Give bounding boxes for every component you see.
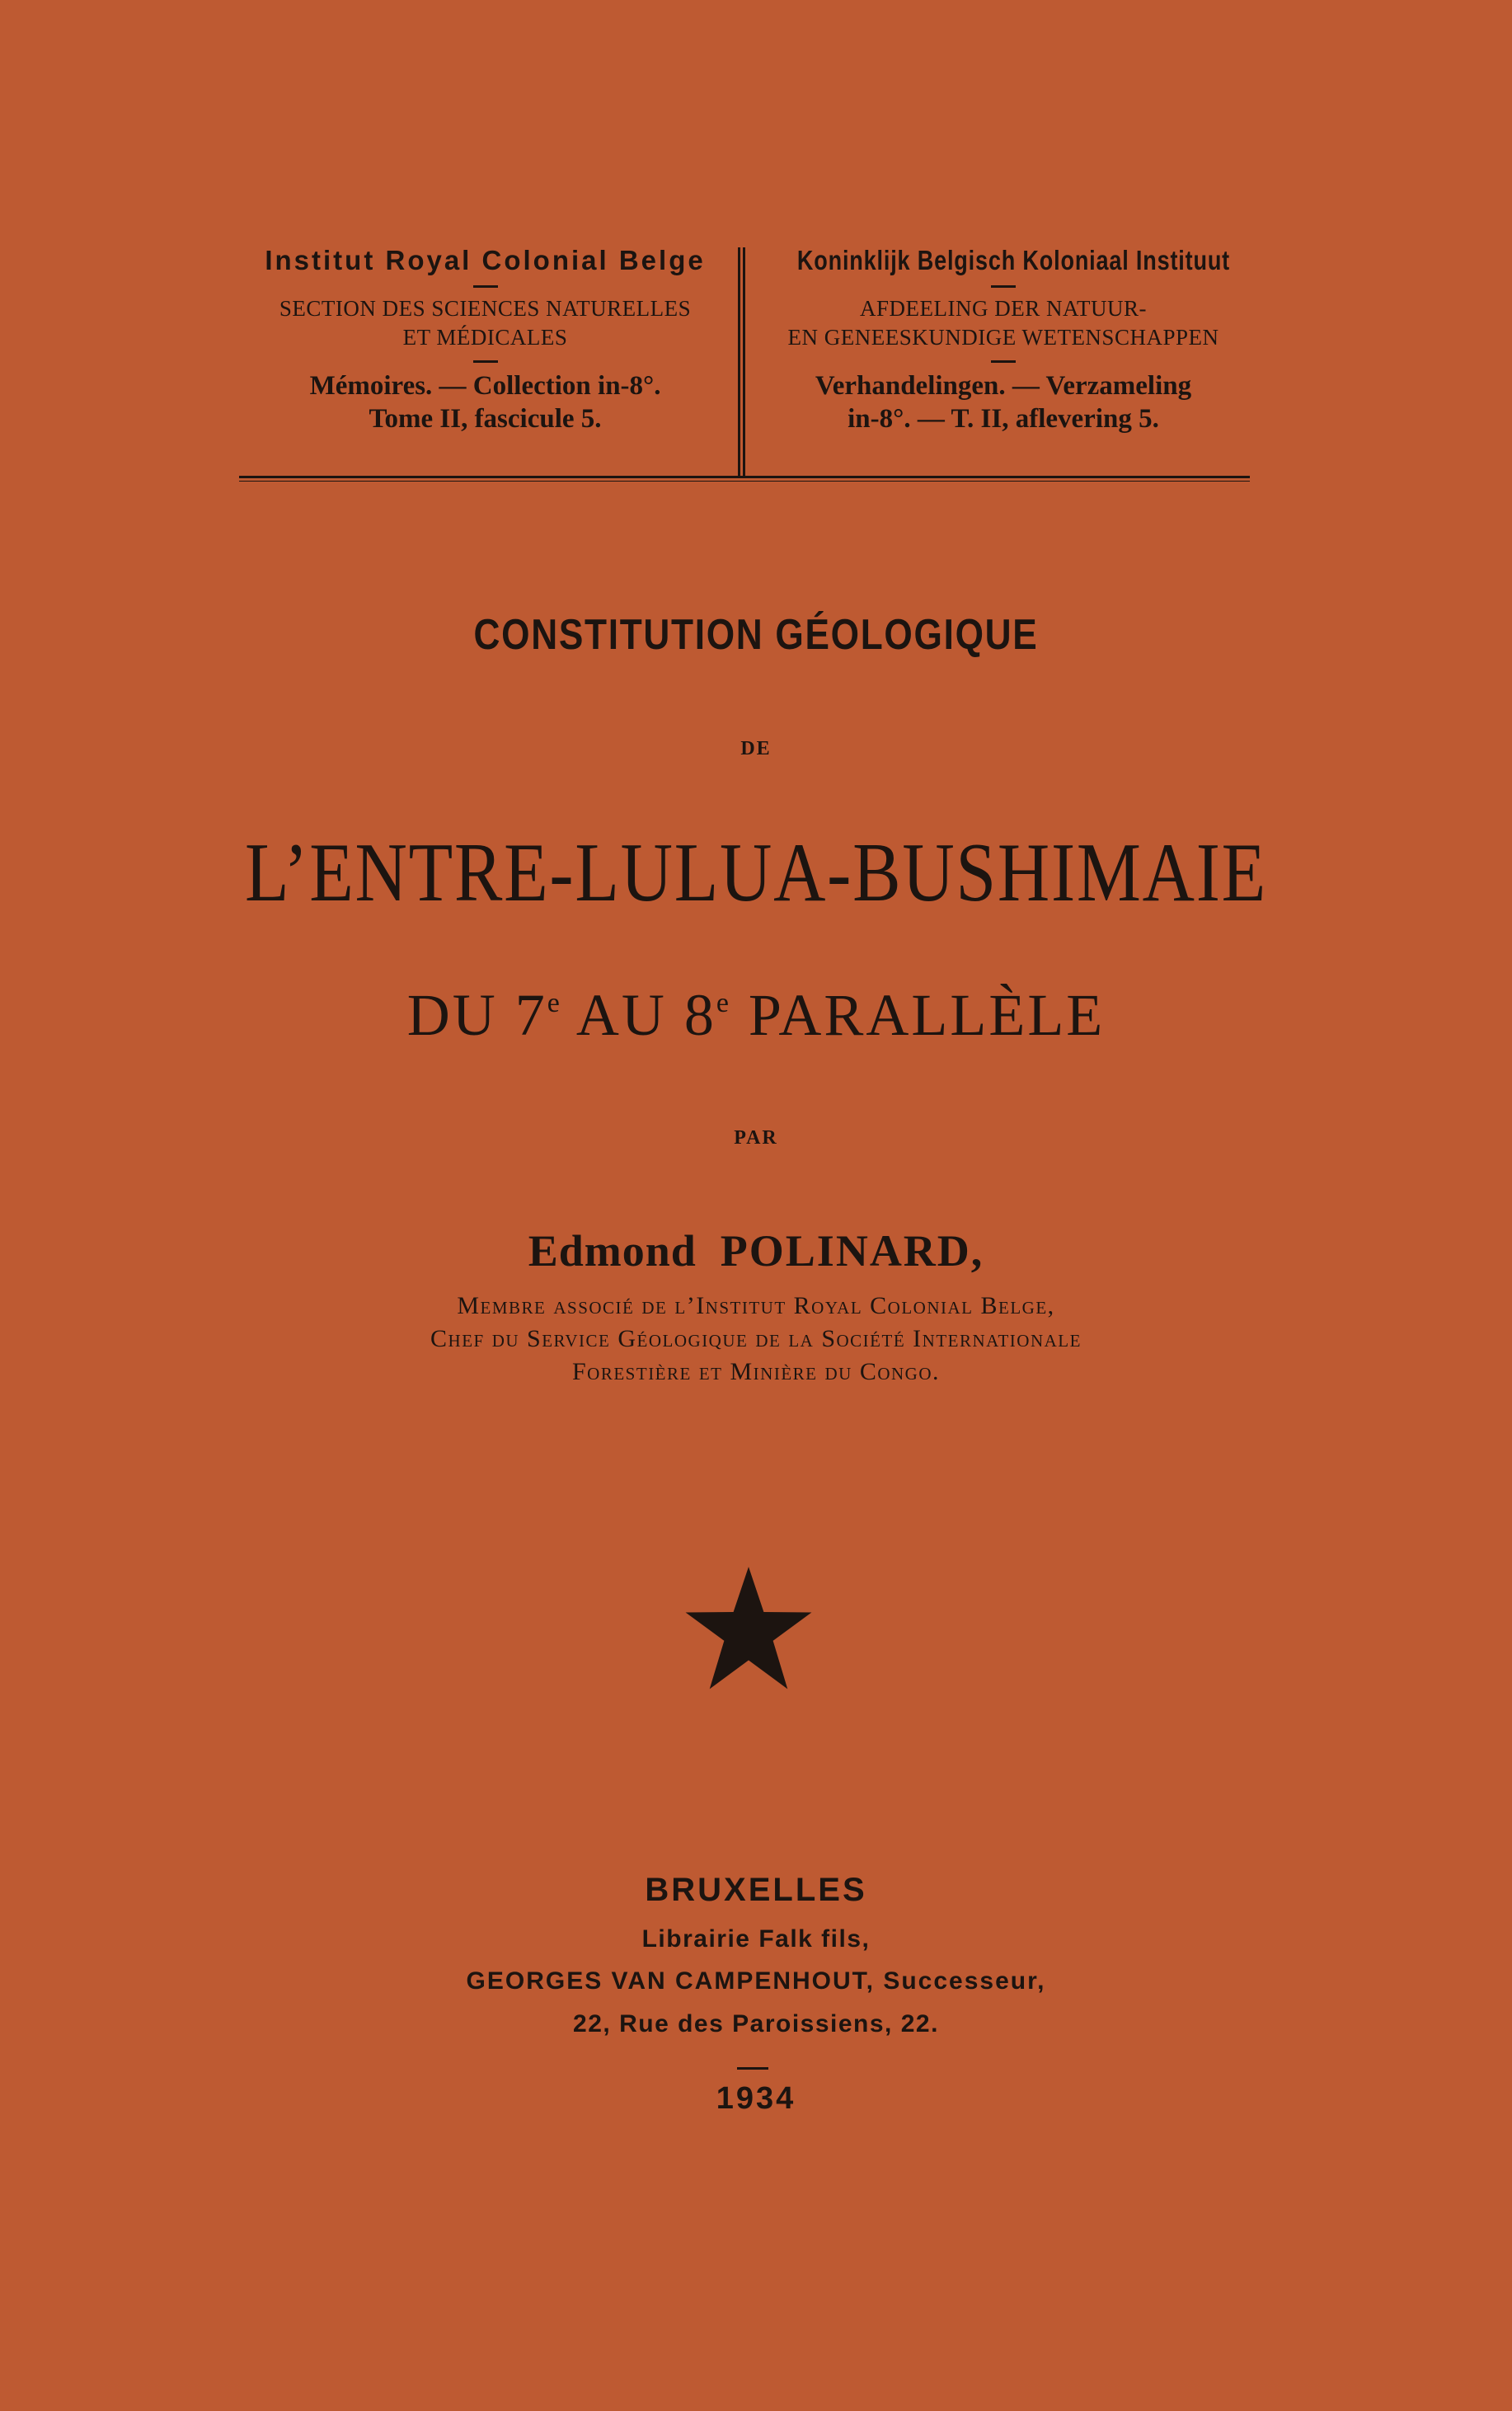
author-name [0, 1225, 1512, 1276]
header-rule [239, 476, 1250, 478]
header-dash [473, 285, 498, 288]
publication-year: 1934 [716, 2081, 796, 2116]
institution-name-fr: Institut Royal Colonial Belge [265, 245, 706, 275]
title-connector: DE [740, 738, 772, 759]
header-dash [473, 360, 498, 363]
author-surname: POLINARD, [720, 1226, 984, 1276]
section-line: SECTION DES SCIENCES NATURELLES [279, 296, 692, 321]
section-line: ET MÉDICALES [402, 325, 568, 350]
header-divider [738, 247, 745, 477]
title-line-3 [0, 981, 1512, 1050]
header-french [239, 244, 738, 483]
series-line: Verhandelingen. — Verzameling [815, 371, 1192, 401]
title-line-3-suffix: PARALLÈLE [730, 982, 1106, 1048]
ordinal-suffix: e [547, 988, 562, 1018]
section-line: EN GENEESKUNDIGE WETENSCHAPPEN [787, 325, 1219, 350]
series-header [239, 244, 1255, 483]
title-line-2: L’ENTRE-LULUA-BUSHIMAIE [245, 826, 1267, 919]
star-icon [684, 1567, 813, 1690]
affiliation-line: Membre associé de l’Institut Royal Colonial Belge, [457, 1292, 1055, 1319]
header-dash [991, 285, 1016, 288]
affiliation-line: Forestière et Minière du Congo. [572, 1358, 940, 1385]
title-line-3-middle: AU 8 [561, 982, 716, 1048]
header-dash [991, 360, 1016, 363]
publisher-role: Successeur, [875, 1967, 1046, 1995]
title-line-1: CONSTITUTION GÉOLOGIQUE [473, 611, 1039, 659]
series-line: Tome II, fascicule 5. [369, 404, 602, 434]
byline-par: PAR [734, 1127, 778, 1149]
ordinal-suffix: e [716, 988, 731, 1018]
author-affiliation [0, 1290, 1512, 1389]
series-line: in-8°. — T. II, aflevering 5. [848, 404, 1159, 434]
publisher-name: GEORGES VAN CAMPENHOUT, [466, 1967, 876, 1995]
section-line: AFDEELING DER NATUUR- [860, 296, 1147, 321]
publisher-dash [737, 2067, 768, 2070]
affiliation-line: Chef du Service Géologique de la Société Internationale [430, 1325, 1082, 1352]
publisher-line: Librairie Falk fils, [641, 1925, 871, 1953]
publisher-successor [0, 1967, 1512, 1995]
header-rule-thin [239, 481, 1250, 482]
institution-name-nl: Koninklijk Belgisch Koloniaal Instituut [796, 245, 1231, 275]
title-line-3-prefix: DU 7 [406, 982, 547, 1048]
header-dutch [745, 244, 1255, 483]
series-line: Mémoires. — Collection in-8°. [309, 371, 661, 401]
publisher-address: 22, Rue des Paroissiens, 22. [573, 2010, 939, 2037]
publisher-city: BRUXELLES [645, 1872, 867, 1908]
author-first-name: Edmond [528, 1226, 697, 1276]
